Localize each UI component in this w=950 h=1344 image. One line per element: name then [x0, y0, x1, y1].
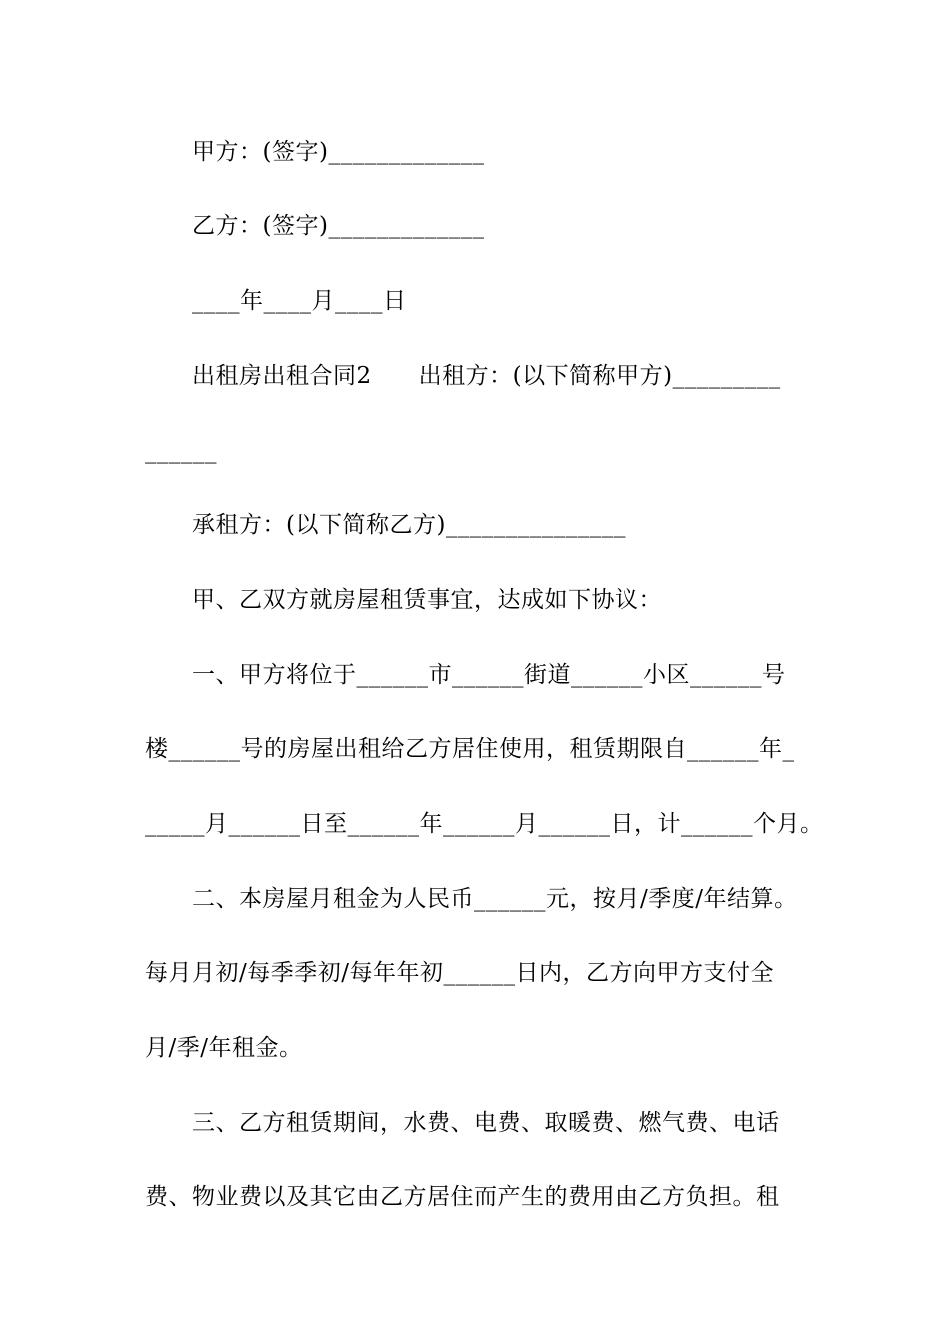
party-a-signature-line: 甲方：(签字)_____________	[192, 139, 485, 165]
clause-one-line-2: 楼______号的房屋出租给乙方居住使用，租赁期限自______年_	[145, 736, 795, 762]
clause-three-line-2: 费、物业费以及其它由乙方居住而产生的费用由乙方负担。租	[145, 1184, 780, 1210]
lessee-line: 承租方：(以下简称乙方)_______________	[192, 512, 626, 538]
lessor-blank-continuation: ______	[145, 438, 217, 464]
clause-one-line-1: 一、甲方将位于______市______街道______小区______号	[192, 662, 786, 688]
party-b-signature-line: 乙方：(签字)_____________	[192, 213, 485, 239]
agreement-intro: 甲、乙双方就房屋租赁事宜，达成如下协议：	[192, 587, 662, 613]
clause-one-line-3: _____月______日至______年______月______日，计______个月。	[145, 811, 824, 837]
date-line: ____年____月____日	[192, 288, 407, 314]
clause-two-line-1: 二、本房屋月租金为人民币______元，按月/季度/年结算。	[192, 886, 798, 912]
clause-two-line-3: 月/季/年租金。	[145, 1035, 303, 1061]
clause-three-line-1: 三、乙方租赁期间，水费、电费、取暖费、燃气费、电话	[192, 1110, 780, 1136]
clause-two-line-2: 每月月初/每季季初/每年年初______日内，乙方向甲方支付全	[145, 960, 774, 986]
contract-title-lessor-line: 出租房出租合同2 出租方：(以下简称甲方)_________	[192, 363, 781, 389]
